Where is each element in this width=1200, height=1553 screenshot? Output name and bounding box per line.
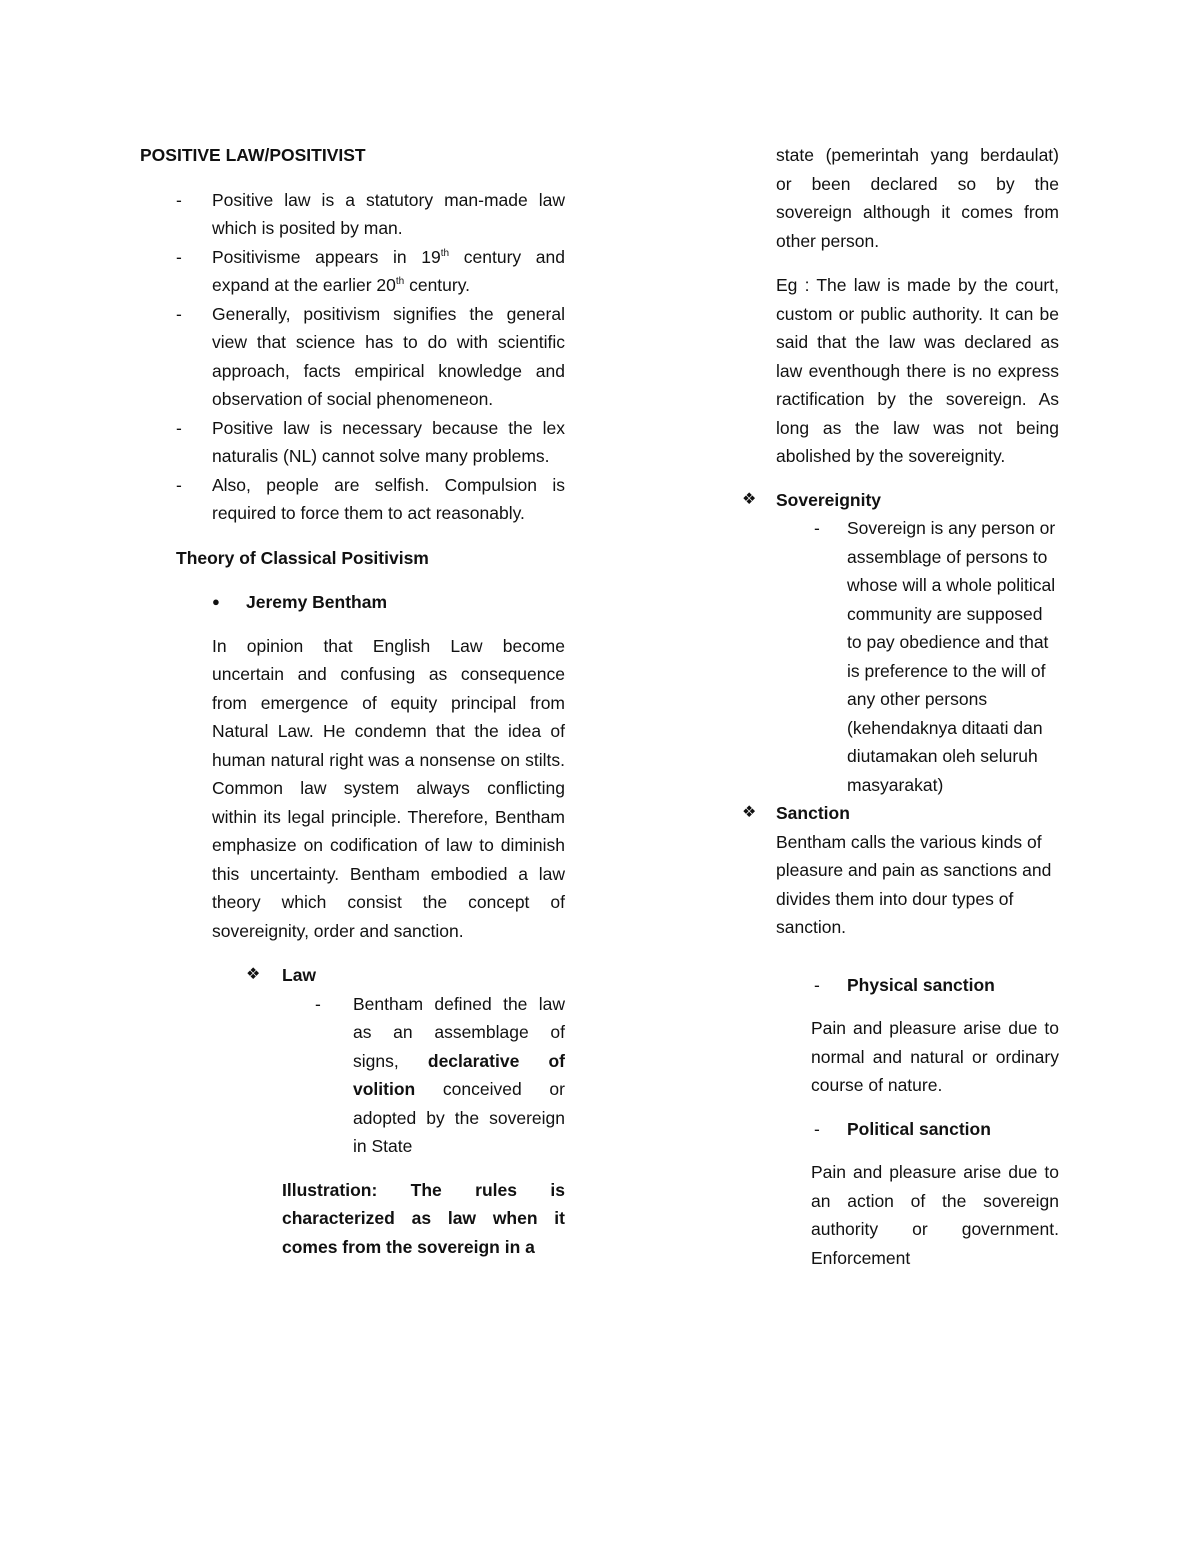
intro-point-text: Also, people are selfish. Compulsion is required to force them to act reasonably. (212, 474, 565, 523)
sovereignity-point (776, 514, 1059, 799)
law-point-text-c: conceived or adopted by the sovereign in State (353, 1079, 565, 1156)
illustration-paragraph: Illustration: The rules is characterized as law when it comes from the sovereign in a (282, 1179, 565, 1257)
sanction-heading-row (742, 799, 1059, 828)
political-heading: Political sanction (847, 1118, 991, 1139)
diamond-bullet-icon: ❖ (246, 966, 261, 983)
bullet-dot-icon: ● (212, 594, 220, 609)
sovereignity-heading: Sovereignity (776, 489, 882, 510)
right-column (742, 141, 1059, 1272)
dash-marker: - (176, 417, 182, 438)
intro-point (140, 186, 565, 243)
sanction-heading: Sanction (776, 803, 850, 823)
physical-paragraph: Pain and pleasure arise due to normal and natural or ordinary course of nature. (811, 1018, 1059, 1095)
superscript-th: th (395, 276, 405, 288)
dash-marker: - (315, 993, 321, 1014)
law-heading: Law (282, 965, 317, 985)
law-point-text-a: Bentham defined the law as an assemblage of signs, (353, 993, 565, 1071)
intro-point (140, 414, 565, 471)
example-paragraph: Eg : The law is made by the court, custom or public authority. It can be said that the law was declared as law eventhough there is no express ractification by the sovereign. As long as the law was not being abolished by the sovereignity. (776, 275, 1059, 466)
law-point-text-bold: declarative of volition (353, 1050, 565, 1099)
diamond-bullet-icon: ❖ (742, 804, 757, 821)
diamond-bullet-icon: ❖ (742, 490, 757, 508)
sanction-paragraph: Bentham calls the various kinds of pleasure and pain as sanctions and divides them into dour types of sanction. (776, 831, 1052, 937)
law-point (282, 990, 565, 1161)
theory-heading: Theory of Classical Positivism (176, 547, 429, 568)
physical-heading: Physical sanction (847, 974, 995, 995)
dash-marker: - (814, 518, 820, 538)
physical-heading-row (776, 971, 1059, 1000)
left-column (140, 141, 565, 1261)
political-heading-row (776, 1115, 1059, 1144)
bentham-heading: Jeremy Bentham (246, 592, 388, 612)
political-paragraph: Pain and pleasure arise due to an action of the sovereign authority or government. Enforcement (811, 1162, 1059, 1268)
dash-marker: - (176, 474, 182, 495)
positivisme-text-b: century and expand at the earlier 20 (212, 246, 566, 295)
intro-point (140, 243, 565, 300)
dash-marker: - (176, 246, 182, 267)
intro-point (140, 471, 565, 528)
dash-marker: - (814, 974, 820, 995)
superscript-th: th (440, 247, 450, 259)
page-title: POSITIVE LAW/POSITIVIST (140, 145, 366, 165)
dash-marker: - (176, 189, 182, 210)
intro-point-text: Positive law is a statutory man-made law which is posited by man. (212, 189, 565, 238)
bentham-heading-row (140, 588, 565, 617)
bentham-paragraph: In opinion that English Law become uncertain and confusing as consequence from emergence of equity principal from Natural Law. He condemn that the idea of human natural right was a nonsense on stilts. Common law system always conflicting within its legal principle. Therefore, Bentham emphasize on codification of law to diminish this uncertainty. Bentham embodied a law theory which consist the concept of sovereignity, order and sanction. (212, 635, 565, 941)
continuation-paragraph: state (pemerintah yang berdaulat) or been declared so by the sovereign although it comes from other person. (776, 145, 1059, 251)
law-heading-row (140, 961, 565, 990)
sovereignity-point-text: Sovereign is any person or assemblage of persons to whose will a whole political community are supposed to pay obedience and that is preference to the will of any other persons (kehendaknya ditaati dan diutamakan oleh seluruh masyarakat) (847, 518, 1056, 795)
positivisme-text-c: century. (404, 275, 471, 295)
intro-point (140, 300, 565, 414)
sovereignity-heading-row (742, 486, 1059, 515)
dash-marker: - (176, 303, 182, 324)
dash-marker: - (814, 1118, 820, 1139)
intro-point-text: Positive law is necessary because the lex naturalis (NL) cannot solve many problems. (212, 417, 565, 466)
intro-point-text: Generally, positivism signifies the general view that science has to do with scientific approach, facts empirical knowledge and observation of social phenomeneon. (212, 303, 565, 409)
positivisme-text-a: Positivisme appears in 19 (212, 246, 441, 267)
